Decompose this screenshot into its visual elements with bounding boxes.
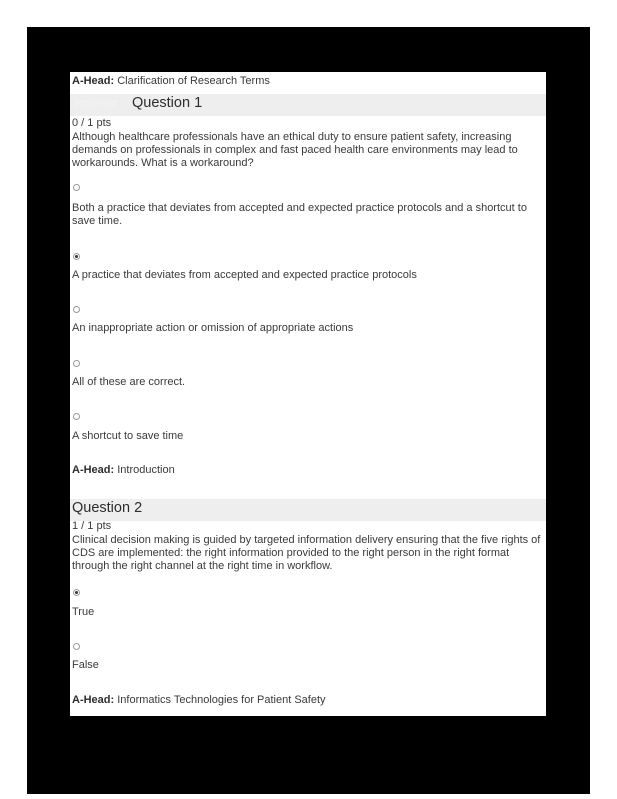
a-head-introduction (72, 464, 175, 477)
incorrect-badge: Incorrect (74, 98, 117, 110)
answer-2-label[interactable]: A practice that deviates from accepted and expected practice protocols (72, 269, 417, 281)
question-2-header (70, 499, 546, 521)
question-2-title: Question 2 (72, 500, 143, 516)
question-1-text: Although healthcare professionals have an ethical duty to ensure patient safety, increasing demands on professionals in complex and fast paced health care environments may lead to workarounds. What is a workaround? (72, 131, 518, 169)
answer-true-radio[interactable] (73, 589, 80, 596)
answer-4-label[interactable]: All of these are correct. (72, 376, 186, 388)
answer-3-radio[interactable] (73, 306, 80, 313)
answer-true-label[interactable]: True (72, 606, 95, 618)
a-head-q1 (72, 75, 270, 88)
a-head-text: Informatics Technologies for Patient Safety (117, 694, 326, 706)
question-1-points: 0 / 1 pts (72, 117, 112, 129)
a-head-informatics (72, 694, 326, 707)
answer-1-radio[interactable] (73, 184, 80, 191)
question-1-header (70, 94, 546, 116)
question-2-points: 1 / 1 pts (72, 520, 112, 532)
answer-4-radio[interactable] (73, 360, 80, 367)
answer-false-radio[interactable] (73, 643, 80, 650)
a-head-text: Introduction (117, 464, 175, 476)
a-head-label: A-Head: (72, 464, 115, 476)
a-head-label: A-Head: (72, 75, 115, 87)
question-2-text: Clinical decision making is guided by targeted information delivery ensuring that the five rights of CDS are implemented: the right information provided to the right person in the right format through the right channel at the right time in workflow. (72, 534, 541, 572)
answer-5-label[interactable]: A shortcut to save time (72, 430, 184, 442)
a-head-text: Clarification of Research Terms (117, 75, 270, 87)
answer-false-label[interactable]: False (72, 659, 99, 671)
quiz-page (70, 72, 546, 716)
answer-3-label[interactable]: An inappropriate action or omission of appropriate actions (72, 322, 354, 334)
answer-5-radio[interactable] (73, 413, 80, 420)
answer-2-radio[interactable] (73, 253, 80, 260)
a-head-label: A-Head: (72, 694, 115, 706)
answer-1-label[interactable]: Both a practice that deviates from accepted and expected practice protocols and a shortcut to save time. (72, 202, 527, 227)
question-1-title: Question 1 (132, 95, 203, 111)
